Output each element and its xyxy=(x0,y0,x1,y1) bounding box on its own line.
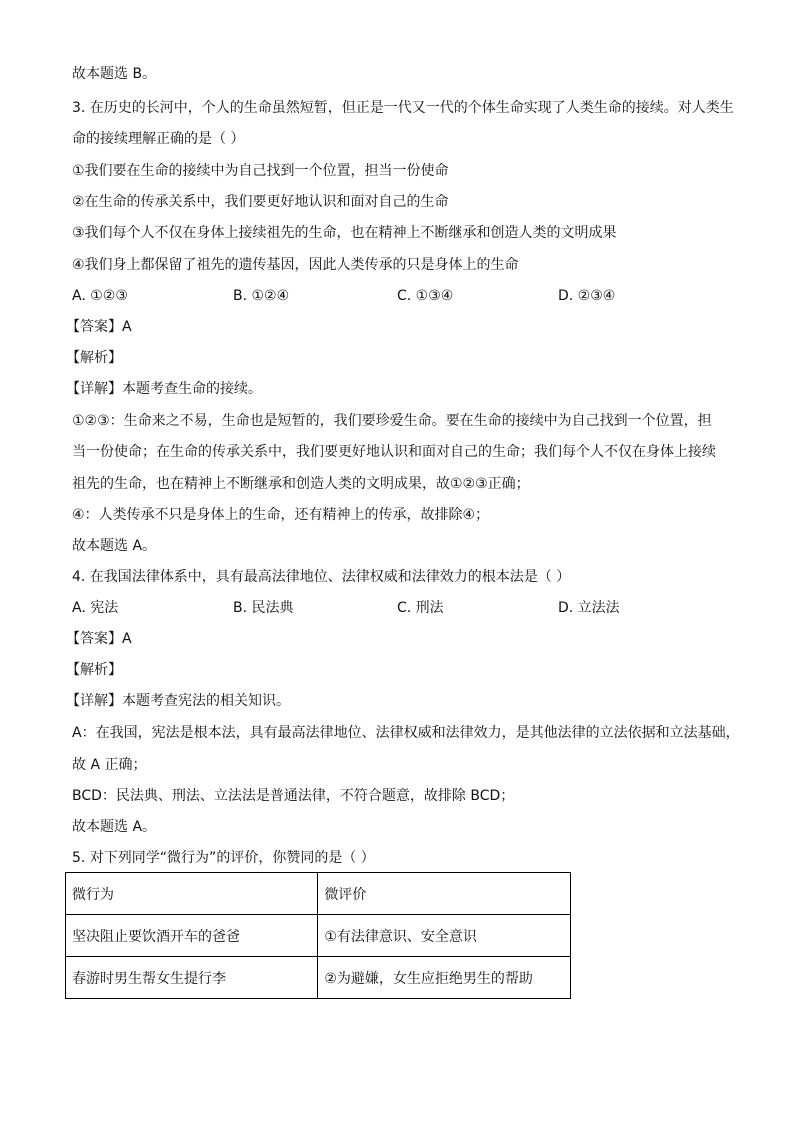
question-4-option-c: C. 刑法 xyxy=(397,600,444,616)
question-3-explanation-line-1: ①②③：生命来之不易，生命也是短暂的，我们要珍爱生命。要在生命的接续中为自己找到一个位置，担 xyxy=(72,413,712,429)
question-3-analysis-heading: 【解析】 xyxy=(66,350,122,366)
question-4-detail-heading: 【详解】本题考查宪法的相关知识。 xyxy=(66,693,290,709)
question-3-option-b: B. ①②④ xyxy=(233,288,290,304)
question-4-conclusion: 故本题选 A。 xyxy=(72,819,157,835)
question-4-option-a: A. 宪法 xyxy=(72,600,119,616)
question-3-explanation-line-2: 当一份使命；在生命的传承关系中，我们要更好地认识和面对自己的生命；我们每个人不仅在身体上接续 xyxy=(72,444,716,460)
table-cell: 春游时男生帮女生提行李 xyxy=(66,957,318,999)
question-3-stem-line-1: 3. 在历史的长河中，个人的生命虽然短暂，但正是一代又一代的个体生命实现了人类生命的接续。对人类生 xyxy=(72,100,734,116)
question-3-option-a: A. ①②③ xyxy=(72,288,128,304)
table-header-cell: 微行为 xyxy=(66,873,318,915)
question-3-statement-3: ③我们每个人不仅在身体上接续祖先的生命，也在精神上不断继承和创造人类的文明成果 xyxy=(72,225,617,241)
question-3-statement-4: ④我们身上都保留了祖先的遗传基因，因此人类传承的只是身体上的生命 xyxy=(72,257,519,273)
question-5-table xyxy=(65,872,571,999)
table-cell: ②为避嫌，女生应拒绝男生的帮助 xyxy=(318,957,571,999)
table-row xyxy=(66,957,571,999)
question-3-statement-2: ②在生命的传承关系中，我们要更好地认识和面对自己的生命 xyxy=(72,194,449,210)
table-header-row xyxy=(66,873,571,915)
question-3-explanation-line-4: ④：人类传承不只是身体上的生命，还有精神上的传承，故排除④； xyxy=(72,507,490,523)
question-4-explanation-line-3: BCD：民法典、刑法、立法法是普通法律，不符合题意，故排除 BCD； xyxy=(72,788,515,804)
question-4-option-b: B. 民法典 xyxy=(233,600,294,616)
table-row xyxy=(66,915,571,957)
question-3-option-d: D. ②③④ xyxy=(558,288,616,304)
table-header-cell: 微评价 xyxy=(318,873,571,915)
question-3-detail-heading: 【详解】本题考查生命的接续。 xyxy=(66,381,262,397)
table-cell: 坚决阻止要饮酒开车的爸爸 xyxy=(66,915,318,957)
question-3-stem-line-2: 命的接续理解正确的是（ ） xyxy=(72,131,245,147)
question-3-explanation-line-3: 祖先的生命，也在精神上不断继承和创造人类的文明成果，故①②③正确； xyxy=(72,476,530,492)
previous-answer-conclusion: 故本题选 B。 xyxy=(72,66,157,82)
question-4-analysis-heading: 【解析】 xyxy=(66,662,122,678)
question-5-stem: 5. 对下列同学“微行为”的评价，你赞同的是（ ） xyxy=(72,850,375,866)
question-4-explanation-line-2: 故 A 正确； xyxy=(72,757,147,773)
question-3-statement-1: ①我们要在生命的接续中为自己找到一个位置，担当一份使命 xyxy=(72,163,449,179)
question-3-answer: 【答案】A xyxy=(66,319,132,335)
question-3-conclusion: 故本题选 A。 xyxy=(72,538,157,554)
question-4-stem: 4. 在我国法律体系中，具有最高法律地位、法律权威和法律效力的根本法是（ ） xyxy=(72,569,571,585)
question-4-option-d: D. 立法法 xyxy=(558,600,620,616)
question-4-answer: 【答案】A xyxy=(66,631,132,647)
table-cell: ①有法律意识、安全意识 xyxy=(318,915,571,957)
question-3-option-c: C. ①③④ xyxy=(397,288,454,304)
question-4-explanation-line-1: A：在我国，宪法是根本法，具有最高法律地位、法律权威和法律效力，是其他法律的立法依据和立法基础， xyxy=(72,725,740,741)
